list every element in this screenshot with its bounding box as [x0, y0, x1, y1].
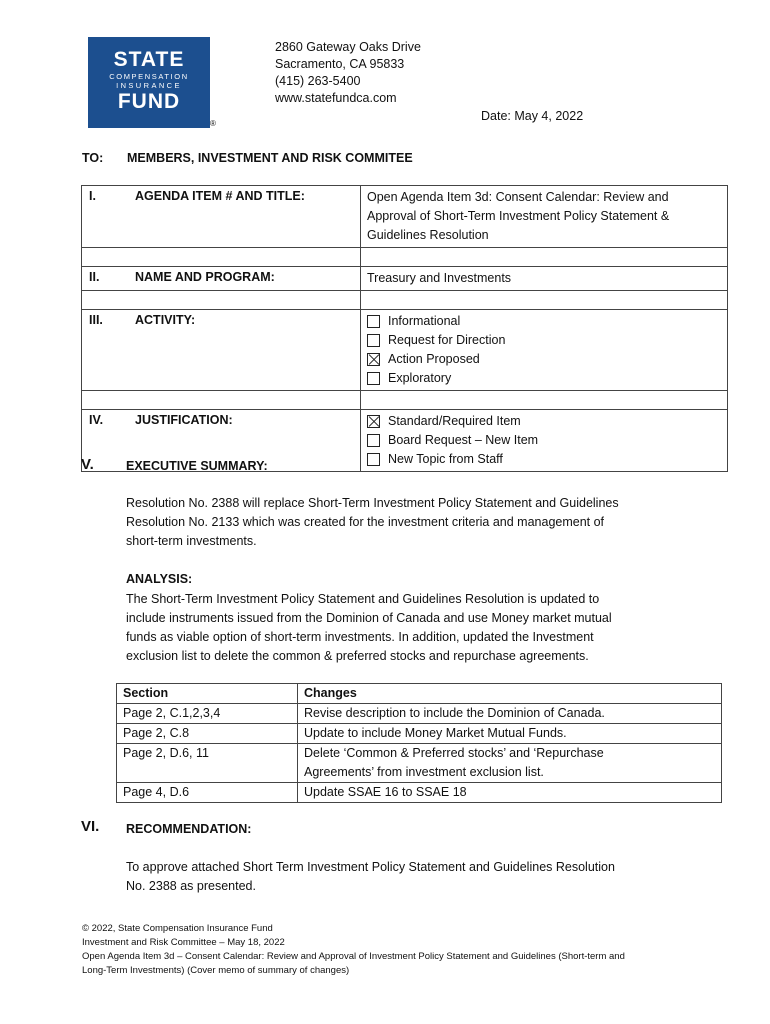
paragraph-line: Resolution No. 2388 will replace Short-Term Investment Policy Statement and Guidelines: [126, 496, 619, 510]
table-row: [117, 744, 722, 783]
spacer-row: [82, 248, 728, 267]
change-line: Update SSAE 16 to SSAE 18: [304, 785, 467, 799]
footer-line: Long-Term Investments) (Cover memo of summary of changes): [82, 965, 350, 976]
table-row: [117, 724, 722, 744]
change-line: Update to include Money Market Mutual Funds.: [304, 726, 567, 740]
activity-option: [367, 312, 721, 331]
section-cell: Page 4, D.6: [117, 783, 298, 803]
memo-date: Date: May 4, 2022: [481, 109, 584, 123]
paragraph-line: funds as viable option of short-term investments. In addition, updated the Investment: [126, 630, 594, 644]
justification-option: [367, 431, 721, 450]
registered-mark: ®: [210, 119, 216, 128]
agenda-title-line: Open Agenda Item 3d: Consent Calendar: Review and: [367, 190, 669, 204]
table-row: [117, 783, 722, 803]
address-city: Sacramento, CA 95833: [275, 57, 405, 71]
activity-option: [367, 369, 721, 388]
analysis-text: [126, 590, 612, 666]
paragraph-line: No. 2388 as presented.: [126, 879, 256, 893]
change-line: Delete ‘Common & Preferred stocks’ and ‘Repurchase: [304, 746, 604, 760]
spacer-row: [82, 391, 728, 410]
section-label: NAME AND PROGRAM:: [135, 270, 275, 284]
column-header: Changes: [298, 684, 722, 704]
paragraph-line: exclusion list to delete the common & preferred stocks and repurchase agreements.: [126, 649, 589, 663]
justification-option: [367, 450, 721, 469]
to-recipients: MEMBERS, INVESTMENT AND RISK COMMITEE: [127, 151, 413, 165]
change-cell: [298, 783, 722, 803]
footer-line: Open Agenda Item 3d – Consent Calendar: Review and Approval of Investment Policy Statement and Guidelines (Short-term and: [82, 951, 625, 962]
column-header: Section: [117, 684, 298, 704]
address-phone: (415) 263-5400: [275, 74, 361, 88]
agenda-table: [81, 185, 728, 472]
paragraph-line: Resolution No. 2133 which was created for the investment criteria and management of: [126, 515, 605, 529]
agenda-row-name: [82, 267, 728, 291]
table-row: [117, 704, 722, 724]
section-cell: Page 2, C.8: [117, 724, 298, 744]
program-value: Treasury and Investments: [361, 267, 728, 291]
section-number: III.: [89, 313, 103, 327]
executive-summary-text: [126, 494, 619, 551]
checkbox-informational[interactable]: [367, 315, 380, 328]
to-label: TO:: [82, 151, 104, 165]
recommendation-heading: RECOMMENDATION:: [126, 822, 252, 836]
page-footer: [82, 922, 625, 978]
checkbox-request-for-direction[interactable]: [367, 334, 380, 347]
executive-summary-heading: EXECUTIVE SUMMARY:: [126, 459, 268, 473]
section-cell: Page 2, D.6, 11: [117, 744, 298, 783]
section-number: I.: [89, 189, 96, 203]
section-label: ACTIVITY:: [135, 313, 196, 327]
option-label: Request for Direction: [388, 333, 506, 347]
paragraph-line: To approve attached Short Term Investment Policy Statement and Guidelines Resolution: [126, 860, 615, 874]
table-header-row: [117, 684, 722, 704]
section-number: VI.: [81, 818, 100, 835]
section-label: JUSTIFICATION:: [135, 413, 233, 427]
footer-line: Investment and Risk Committee – May 18, 2022: [82, 937, 285, 948]
analysis-heading: ANALYSIS:: [126, 572, 193, 586]
change-cell: [298, 724, 722, 744]
option-label: Board Request – New Item: [388, 433, 539, 447]
logo-text-fund: FUND: [117, 90, 181, 113]
option-label: Standard/Required Item: [388, 414, 521, 428]
logo-text-compensation: COMPENSATION: [109, 72, 189, 81]
paragraph-line: include instruments issued from the Dominion of Canada and use Money market mutual: [126, 611, 612, 625]
checkbox-exploratory[interactable]: [367, 372, 380, 385]
spacer-row: [82, 291, 728, 310]
option-label: Action Proposed: [388, 352, 480, 366]
change-line: Agreements’ from investment exclusion list.: [304, 765, 544, 779]
address-block: [275, 39, 421, 107]
section-cell: Page 2, C.1,2,3,4: [117, 704, 298, 724]
agenda-title-line: Guidelines Resolution: [367, 228, 489, 242]
option-label: Informational: [388, 314, 461, 328]
option-label: New Topic from Staff: [388, 452, 503, 466]
address-street: 2860 Gateway Oaks Drive: [275, 40, 421, 54]
paragraph-line: short-term investments.: [126, 534, 257, 548]
checkbox-action-proposed[interactable]: [367, 353, 380, 366]
footer-line: © 2022, State Compensation Insurance Fund: [82, 923, 273, 934]
recommendation-text: [126, 858, 615, 896]
checkbox-board-request[interactable]: [367, 434, 380, 447]
address-website: www.statefundca.com: [275, 91, 397, 105]
agenda-title-line: Approval of Short-Term Investment Policy Statement &: [367, 209, 670, 223]
change-cell: [298, 744, 722, 783]
agenda-row-item: [82, 186, 728, 248]
state-fund-logo: [88, 37, 210, 128]
activity-option: [367, 350, 721, 369]
section-number: IV.: [89, 413, 104, 427]
logo-text-insurance: INSURANCE: [116, 81, 182, 90]
logo-text-state: STATE: [113, 48, 185, 71]
section-number: II.: [89, 270, 100, 284]
section-number: V.: [81, 456, 94, 473]
checkbox-standard-required[interactable]: [367, 415, 380, 428]
change-line: Revise description to include the Dominion of Canada.: [304, 706, 605, 720]
agenda-row-activity: [82, 310, 728, 391]
activity-option: [367, 331, 721, 350]
section-label: AGENDA ITEM # AND TITLE:: [135, 189, 305, 203]
paragraph-line: The Short-Term Investment Policy Statement and Guidelines Resolution is updated to: [126, 592, 600, 606]
changes-table: [116, 683, 722, 803]
change-cell: [298, 704, 722, 724]
justification-option: [367, 412, 721, 431]
checkbox-new-topic[interactable]: [367, 453, 380, 466]
option-label: Exploratory: [388, 371, 452, 385]
